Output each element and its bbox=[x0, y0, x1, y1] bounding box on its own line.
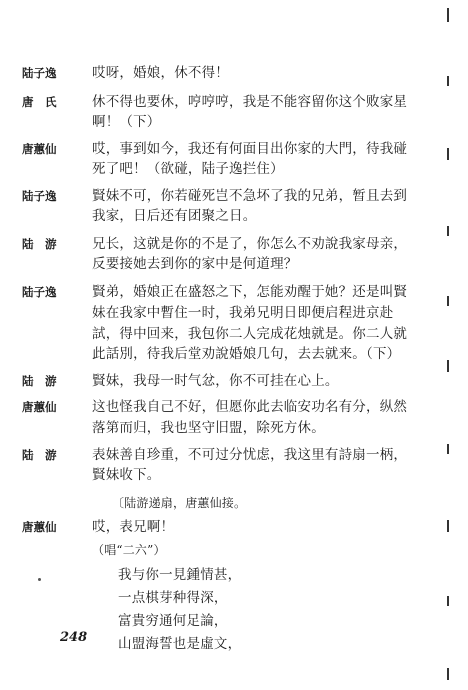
song-text: 我与你一見鍾情甚， bbox=[118, 567, 242, 583]
scan-edge-mark bbox=[447, 296, 449, 306]
scan-edge-mark bbox=[447, 596, 449, 606]
dialogue-text: 賢妹不可，你若碰死岂不急坏了我的兄弟，暂且去到 bbox=[92, 188, 408, 204]
scan-edge-mark bbox=[447, 226, 449, 236]
dialogue-text: 哎，表兄啊！ bbox=[92, 519, 175, 535]
page-number: 248 bbox=[60, 630, 88, 645]
dialogue-text: 我家，日后还有团聚之日。 bbox=[92, 208, 257, 224]
scan-edge-mark bbox=[447, 444, 449, 454]
scan-speck bbox=[38, 578, 41, 581]
speaker-name: 陆 游 bbox=[22, 374, 57, 388]
dialogue-text: 賢妹，我母一时气忿，你不可挂在心上。 bbox=[92, 373, 339, 389]
song-text: 富貴穷通何足論， bbox=[118, 613, 228, 629]
speaker-name: 唐蕙仙 bbox=[22, 142, 57, 156]
song-text: 一点棋芽种得深， bbox=[118, 590, 228, 606]
aria-tune-text: （唱“二六”） bbox=[92, 543, 166, 557]
scan-edge-mark bbox=[447, 76, 449, 86]
speaker-name: 唐蕙仙 bbox=[22, 520, 57, 534]
speaker-name: 唐蕙仙 bbox=[22, 400, 57, 414]
dialogue-text: 賢弟，婚娘正在盛怒之下，怎能劝醒于她？还是叫賢 bbox=[92, 284, 408, 300]
dialogue-text: 啊！（下） bbox=[92, 114, 161, 130]
scan-edge-mark bbox=[447, 520, 449, 532]
scan-edge-mark bbox=[447, 148, 449, 160]
dialogue-text: 表妹善自珍重，不可过分忧虑，我这里有詩扇一柄， bbox=[92, 447, 408, 463]
scan-edge-mark bbox=[447, 360, 449, 372]
dialogue-text: 休不得也要休，哼哼哼，我是不能容留你这个败家星 bbox=[92, 94, 408, 110]
scan-edge-mark bbox=[447, 8, 449, 22]
dialogue-text: 落第而归，我也坚守旧盟，除死方休。 bbox=[92, 420, 325, 436]
dialogue-text: 妹在我家中暫住一时，我弟兄明日即便启程进京赴 bbox=[92, 305, 394, 321]
song-text: 山盟海誓也是虛文， bbox=[118, 636, 242, 652]
dialogue-text: 試，得中回来，我包你二人完成花烛就是。你二人就 bbox=[92, 326, 408, 342]
speaker-name: 陆 游 bbox=[22, 448, 57, 462]
speaker-name: 陆子逸 bbox=[22, 66, 57, 80]
speaker-name: 陆子逸 bbox=[22, 189, 57, 203]
dialogue-text: 死了吧！（欲碰，陆子逸拦住） bbox=[92, 161, 284, 177]
dialogue-text: 这也怪我自己不好，但愿你此去临安功名有分，纵然 bbox=[92, 399, 408, 415]
stage-direction-text: 〔陆游递扇，唐蕙仙接。 bbox=[112, 496, 247, 510]
dialogue-text: 賢妹收下。 bbox=[92, 467, 161, 483]
dialogue-text: 兄长，这就是你的不是了，你怎么不劝說我家母亲， bbox=[92, 236, 408, 252]
dialogue-text: 此話別，待我后堂劝說婚娘几句，去去就来。（下） bbox=[92, 346, 401, 362]
dialogue-text: 哎呀，婚娘，休不得！ bbox=[92, 65, 229, 81]
speaker-name: 陆子逸 bbox=[22, 285, 57, 299]
speaker-name: 唐 氏 bbox=[22, 95, 57, 109]
dialogue-text: 哎，事到如今，我还有何面目出你家的大門，待我碰 bbox=[92, 141, 408, 157]
speaker-name: 陆 游 bbox=[22, 237, 57, 251]
dialogue-text: 反要接她去到你的家中是何道理？ bbox=[92, 256, 298, 272]
scan-edge-mark bbox=[447, 668, 449, 680]
